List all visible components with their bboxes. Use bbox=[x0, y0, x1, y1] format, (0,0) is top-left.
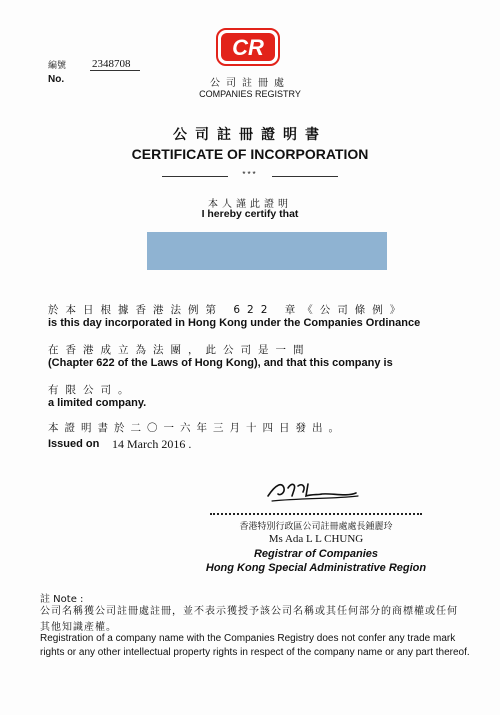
issue-label: Issued on bbox=[48, 438, 100, 450]
logo-text: CR bbox=[232, 35, 264, 60]
body-line1-en: is this day incorporated in Hong Kong under the Companies Ordinance bbox=[48, 317, 421, 329]
number-label-en: No. bbox=[48, 74, 65, 85]
signature-icon bbox=[262, 474, 362, 506]
body-line2-en: (Chapter 622 of the Laws of Hong Kong), and that this company is bbox=[48, 357, 393, 369]
issue-date: 14 March 2016 . bbox=[112, 437, 192, 451]
number-label-zh: 編號 bbox=[48, 61, 67, 71]
body-line3-en: a limited company. bbox=[48, 397, 147, 409]
body-line3-zh: 有限公司。 bbox=[48, 384, 136, 396]
title-divider bbox=[162, 170, 338, 179]
redacted-company-name bbox=[147, 232, 387, 270]
issue-text-zh: 本證明書於二〇一六年三月十四日發出。 bbox=[48, 422, 345, 434]
registry-name-en: COMPANIES REGISTRY bbox=[199, 89, 301, 99]
note-text-en: Registration of a company name with the Companies Registry does not confer any trade mark rights or any other intellectual property rights in respect of the company name or any part thereof. bbox=[40, 633, 470, 658]
registrar-region: Hong Kong Special Administrative Region bbox=[205, 562, 427, 574]
registration-number: 2348708 bbox=[90, 58, 140, 71]
registrar-title: Registrar of Companies bbox=[253, 548, 379, 560]
note-label: 註 Note : bbox=[40, 594, 84, 605]
registry-name-zh: 公司註冊處 bbox=[210, 78, 290, 89]
cr-logo-icon bbox=[216, 28, 280, 66]
certify-text-en: I hereby certify that bbox=[201, 208, 299, 220]
body-line1-zh: 於本日根據香港法例第 622 章《公司條例》 bbox=[48, 304, 408, 316]
body-line2-zh: 在香港成立為法團，此公司是一間 bbox=[48, 344, 311, 356]
note-text-zh: 公司名稱獲公司註冊處註冊，並不表示獲授予該公司名稱或其任何部分的商標權或任何其他知識產權。 bbox=[40, 606, 458, 633]
registrar-name-en: Ms Ada L L CHUNG bbox=[268, 533, 364, 545]
signature-line bbox=[210, 513, 422, 515]
certify-text-zh: 本人謹此證明 bbox=[208, 199, 292, 210]
registrar-name-zh: 香港特別行政區公司註冊處處長鍾麗玲 bbox=[239, 522, 393, 532]
certificate-title-en: CERTIFICATE OF INCORPORATION bbox=[131, 146, 369, 162]
certificate-title-zh: 公司註冊證明書 bbox=[173, 127, 327, 143]
divider-stars: *** bbox=[242, 170, 258, 179]
